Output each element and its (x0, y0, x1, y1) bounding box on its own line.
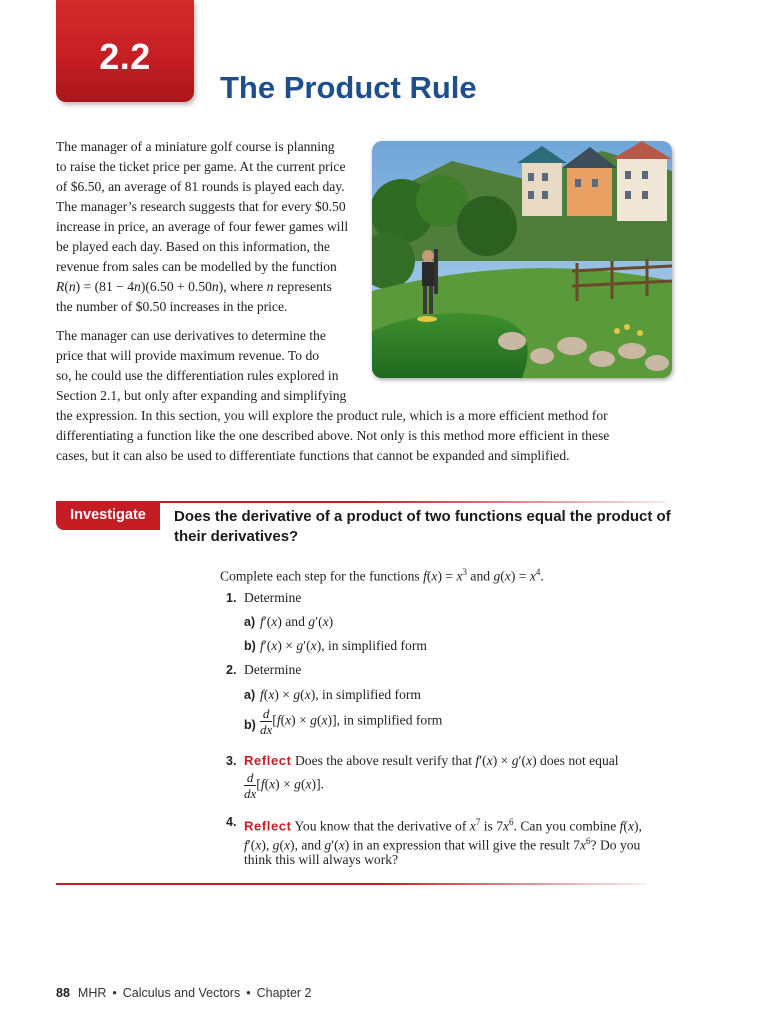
step-text: Determine (244, 590, 302, 605)
bullet-separator: • (112, 986, 117, 1000)
step-text-continued: f′(x), g(x), and g′(x) in an expression that will give the result $7x^6$? Do you (244, 836, 641, 853)
formula-part: represents (273, 279, 332, 294)
intro-paragraph-1 (56, 137, 356, 317)
step-number: 2. (226, 663, 237, 677)
intro-paragraph-2-continued (56, 406, 656, 466)
part-text: f(x) × g(x), in simplified form (260, 687, 421, 702)
step-number: 4. (226, 815, 237, 829)
text-line: to raise the ticket price per game. At the current price (56, 159, 346, 174)
reflect-label: Reflect (244, 753, 292, 768)
investigate-bottom-rule (56, 883, 646, 885)
text-line: increase in price, an average of four fewer games will (56, 219, 349, 234)
intro-paragraph-2 (56, 326, 356, 406)
text-line: revenue from sales can be modelled by the function (56, 259, 337, 274)
mini-golf-photo (372, 141, 672, 378)
derivative-operator: $\frac{d}{dx}$ (244, 770, 257, 801)
step-text: Reflect Does the above result verify that f′(x) × g′(x) does not equal (244, 753, 619, 768)
part-text: $\frac{d}{dx}$ [f(x) × g(x)], in simplified form (260, 706, 443, 737)
step-text-continued: $\frac{d}{dx}$ [f(x) × g(x)]. (244, 770, 324, 801)
question-line: their derivatives? (174, 528, 299, 545)
formula-part: )(6.50 + 0.50 (140, 279, 212, 294)
step-text-continued: think this will always work? (244, 852, 399, 867)
formula-part: ), where (218, 279, 267, 294)
intro-text: Complete each step for the functions (220, 568, 420, 584)
investigate-label: Investigate (70, 507, 146, 523)
section-title: The Product Rule (220, 70, 477, 105)
part-label: a) (244, 688, 256, 702)
text-line: The manager can use derivatives to determine the (56, 328, 326, 343)
formula-var-n: n (266, 279, 274, 294)
step-text: Reflect You know that the derivative of $x^7$ is $7x^6$. Can you combine f(x), (244, 817, 642, 834)
question-line: Does the derivative of a product of two functions equal the product of (174, 508, 671, 525)
text-line: The manager of a miniature golf course is planning (56, 139, 335, 154)
section-number: 2.2 (99, 36, 151, 77)
page-footer (56, 986, 312, 1000)
formula-var-n: n (68, 279, 76, 294)
part-label: b) (244, 718, 256, 732)
text-line: price that will provide maximum revenue. To do (56, 348, 320, 363)
reflect-label: Reflect (244, 818, 292, 834)
investigate-badge (56, 502, 160, 530)
footer-chapter: Chapter 2 (256, 986, 312, 1000)
investigate-question (174, 507, 674, 547)
formula-part: ) = (81 − 4 (75, 279, 135, 294)
part-label: a) (244, 615, 256, 629)
text-line: of $6.50, an average of 81 rounds is played each day. (56, 179, 345, 194)
step-number: 1. (226, 591, 237, 605)
footer-book-title: Calculus and Vectors (122, 986, 241, 1000)
text-line: so, he could use the differentiation rules explored in (56, 368, 339, 383)
investigate-intro: Complete each step for the functions $f(x) = x^3$ and $g(x) = x^4$. (220, 567, 544, 584)
bullet-separator: • (246, 986, 251, 1000)
text-line: the number of $0.50 increases in the price. (56, 299, 288, 314)
part-text: f′(x) and g′(x) (260, 614, 334, 629)
section-tab (56, 0, 194, 102)
text-line: be played each day. Based on this information, the (56, 239, 330, 254)
formula-var-R: R (56, 279, 65, 294)
text-line: the expression. In this section, you will explore the product rule, which is a more efficient method for (56, 408, 608, 423)
page-number: 88 (56, 986, 70, 1000)
revenue-formula-line: R(n) = (81 − 4n)(6.50 + 0.50n), where n represents (56, 279, 332, 294)
text-line: differentiating a function like the one described above. Not only is this method more efficient in these (56, 428, 610, 443)
footer-publisher: MHR (77, 986, 107, 1000)
text-line: The manager’s research suggests that for every $0.50 (56, 199, 346, 214)
step-number: 3. (226, 754, 237, 768)
part-label: b) (244, 639, 256, 653)
text-line: cases, but it can also be used to differentiate functions that cannot be expanded and simplified. (56, 448, 570, 463)
derivative-operator: $\frac{d}{dx}$ (260, 706, 273, 737)
part-text: f′(x) × g′(x), in simplified form (260, 638, 427, 653)
text-line: Section 2.1, but only after expanding and simplifying (56, 388, 347, 403)
step-text: Determine (244, 662, 302, 677)
